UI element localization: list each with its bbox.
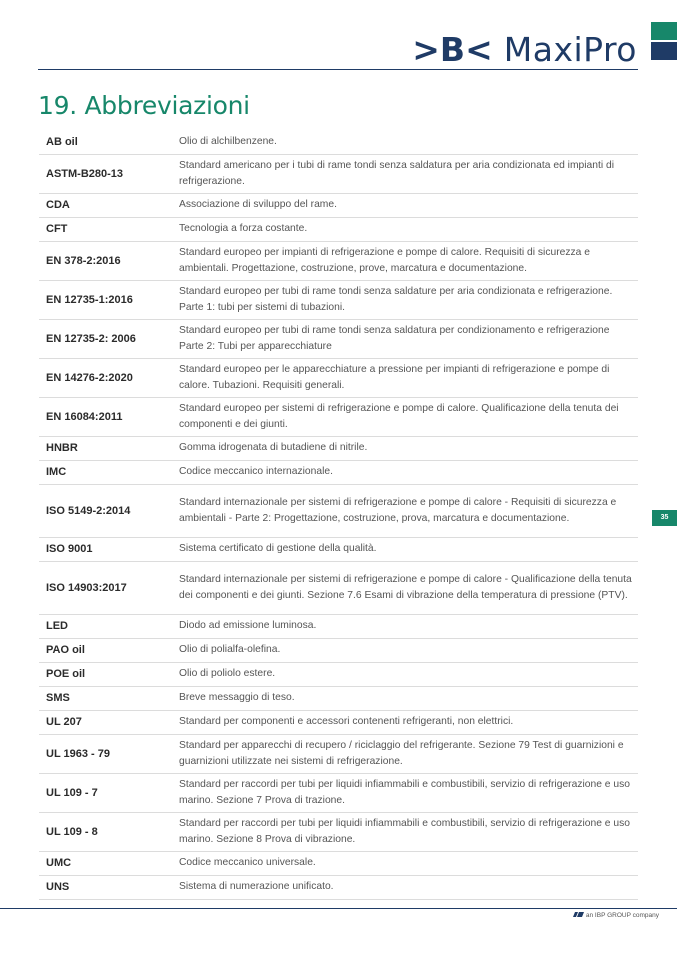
abbreviation-term: HNBR bbox=[39, 436, 179, 460]
abbreviations-table bbox=[39, 130, 638, 900]
table-row bbox=[39, 241, 638, 280]
table-row bbox=[39, 130, 638, 154]
ibp-group-logo-icon bbox=[573, 912, 584, 917]
table-row bbox=[39, 217, 638, 241]
abbreviation-description: Standard per apparecchi di recupero / riciclaggio del refrigerante. Sezione 79 Test di guarnizioni e guarnizioni utilizzate nei sistemi di refrigerazione. bbox=[179, 734, 638, 773]
abbreviation-description: Standard internazionale per sistemi di refrigerazione e pompe di calore - Qualificazione della tenuta dei componenti e dei giunti. Sezione 7.6 Esami di vibrazione della temperatura di pressione (PTV). bbox=[179, 561, 638, 614]
abbreviation-term: CDA bbox=[39, 193, 179, 217]
abbreviation-term: EN 12735-1:2016 bbox=[39, 280, 179, 319]
maxipro-logo bbox=[412, 30, 637, 69]
table-row bbox=[39, 561, 638, 614]
abbreviation-term: UL 109 - 7 bbox=[39, 773, 179, 812]
abbreviation-description: Codice meccanico universale. bbox=[179, 851, 638, 875]
abbreviation-description: Olio di poliolo estere. bbox=[179, 662, 638, 686]
brand-color-squares bbox=[651, 22, 677, 60]
abbreviation-term: EN 14276-2:2020 bbox=[39, 358, 179, 397]
abbreviation-description: Gomma idrogenata di butadiene di nitrile. bbox=[179, 436, 638, 460]
abbreviation-term: ASTM-B280-13 bbox=[39, 154, 179, 193]
abbreviation-description: Tecnologia a forza costante. bbox=[179, 217, 638, 241]
abbreviation-description: Standard americano per i tubi di rame tondi senza saldatura per aria condizionata ed impianti di refrigerazione. bbox=[179, 154, 638, 193]
footer-divider bbox=[0, 908, 677, 909]
table-row bbox=[39, 851, 638, 875]
logo-mark: >B< bbox=[412, 30, 493, 69]
table-row bbox=[39, 812, 638, 851]
abbreviation-description: Standard europeo per tubi di rame tondi senza saldatura per condizionamento e refrigerazione Parte 2: Tubi per apparecchiature bbox=[179, 319, 638, 358]
abbreviation-description: Standard europeo per tubi di rame tondi senza saldature per aria condizionata e refrigerazione. Parte 1: tubi per sistemi di tubazioni. bbox=[179, 280, 638, 319]
table-row bbox=[39, 436, 638, 460]
abbreviation-term: ISO 9001 bbox=[39, 537, 179, 561]
abbreviation-term: POE oil bbox=[39, 662, 179, 686]
abbreviation-description: Codice meccanico internazionale. bbox=[179, 460, 638, 484]
table-row bbox=[39, 193, 638, 217]
abbreviation-term: UMC bbox=[39, 851, 179, 875]
abbreviation-term: IMC bbox=[39, 460, 179, 484]
brand-square-navy bbox=[651, 42, 677, 60]
brand-square-green bbox=[651, 22, 677, 40]
abbreviation-term: ISO 5149-2:2014 bbox=[39, 484, 179, 537]
table-row bbox=[39, 662, 638, 686]
abbreviation-term: LED bbox=[39, 614, 179, 638]
table-row bbox=[39, 638, 638, 662]
abbreviation-description: Sistema certificato di gestione della qualità. bbox=[179, 537, 638, 561]
abbreviation-term: PAO oil bbox=[39, 638, 179, 662]
header-divider bbox=[38, 69, 638, 70]
abbreviation-term: AB oil bbox=[39, 130, 179, 154]
footer bbox=[573, 912, 659, 919]
page-title: 19. Abbreviazioni bbox=[38, 91, 250, 120]
table-row bbox=[39, 460, 638, 484]
abbreviation-description: Standard per raccordi per tubi per liquidi infiammabili e combustibili, servizio di refrigerazione e uso marino. Sezione 7 Prova di trazione. bbox=[179, 773, 638, 812]
table-row bbox=[39, 875, 638, 899]
table-row bbox=[39, 358, 638, 397]
abbreviation-description: Standard internazionale per sistemi di refrigerazione e pompe di calore - Requisiti di sicurezza e ambientali - Parte 2: Progettazione, costruzione, prova, marcatura e documentazione. bbox=[179, 484, 638, 537]
abbreviation-description: Olio di alchilbenzene. bbox=[179, 130, 638, 154]
table-row bbox=[39, 537, 638, 561]
abbreviation-description: Standard per componenti e accessori contenenti refrigeranti, non elettrici. bbox=[179, 710, 638, 734]
abbreviation-description: Standard europeo per impianti di refrigerazione e pompe di calore. Requisiti di sicurezza e ambientali. Progettazione, costruzione, prove, marcatura e documentazione. bbox=[179, 241, 638, 280]
table-row bbox=[39, 614, 638, 638]
abbreviation-term: UNS bbox=[39, 875, 179, 899]
logo-text: MaxiPro bbox=[503, 30, 637, 69]
table-row bbox=[39, 773, 638, 812]
table-row bbox=[39, 686, 638, 710]
abbreviation-term: ISO 14903:2017 bbox=[39, 561, 179, 614]
table-row bbox=[39, 397, 638, 436]
abbreviation-description: Standard europeo per le apparecchiature a pressione per impianti di refrigerazione e pompe di calore. Tubazioni. Requisiti generali. bbox=[179, 358, 638, 397]
table-row bbox=[39, 710, 638, 734]
abbreviations-table-body bbox=[39, 130, 638, 899]
table-row bbox=[39, 319, 638, 358]
abbreviation-description: Olio di polialfa-olefina. bbox=[179, 638, 638, 662]
abbreviation-term: SMS bbox=[39, 686, 179, 710]
abbreviation-term: EN 12735-2: 2006 bbox=[39, 319, 179, 358]
table-row bbox=[39, 484, 638, 537]
table-row bbox=[39, 734, 638, 773]
abbreviation-term: EN 16084:2011 bbox=[39, 397, 179, 436]
abbreviation-description: Associazione di sviluppo del rame. bbox=[179, 193, 638, 217]
abbreviation-term: UL 109 - 8 bbox=[39, 812, 179, 851]
abbreviation-description: Diodo ad emissione luminosa. bbox=[179, 614, 638, 638]
abbreviation-term: UL 207 bbox=[39, 710, 179, 734]
table-row bbox=[39, 154, 638, 193]
abbreviation-description: Breve messaggio di teso. bbox=[179, 686, 638, 710]
abbreviation-term: EN 378-2:2016 bbox=[39, 241, 179, 280]
page-number-tab: 35 bbox=[652, 510, 677, 526]
abbreviation-term: CFT bbox=[39, 217, 179, 241]
footer-company: an IBP GROUP company bbox=[585, 912, 659, 919]
abbreviation-description: Sistema di numerazione unificato. bbox=[179, 875, 638, 899]
abbreviation-description: Standard europeo per sistemi di refrigerazione e pompe di calore. Qualificazione della tenuta dei componenti e dei giunti. bbox=[179, 397, 638, 436]
table-row bbox=[39, 280, 638, 319]
abbreviation-term: UL 1963 - 79 bbox=[39, 734, 179, 773]
abbreviation-description: Standard per raccordi per tubi per liquidi infiammabili e combustibili, servizio di refrigerazione e uso marino. Sezione 8 Prova di vibrazione. bbox=[179, 812, 638, 851]
